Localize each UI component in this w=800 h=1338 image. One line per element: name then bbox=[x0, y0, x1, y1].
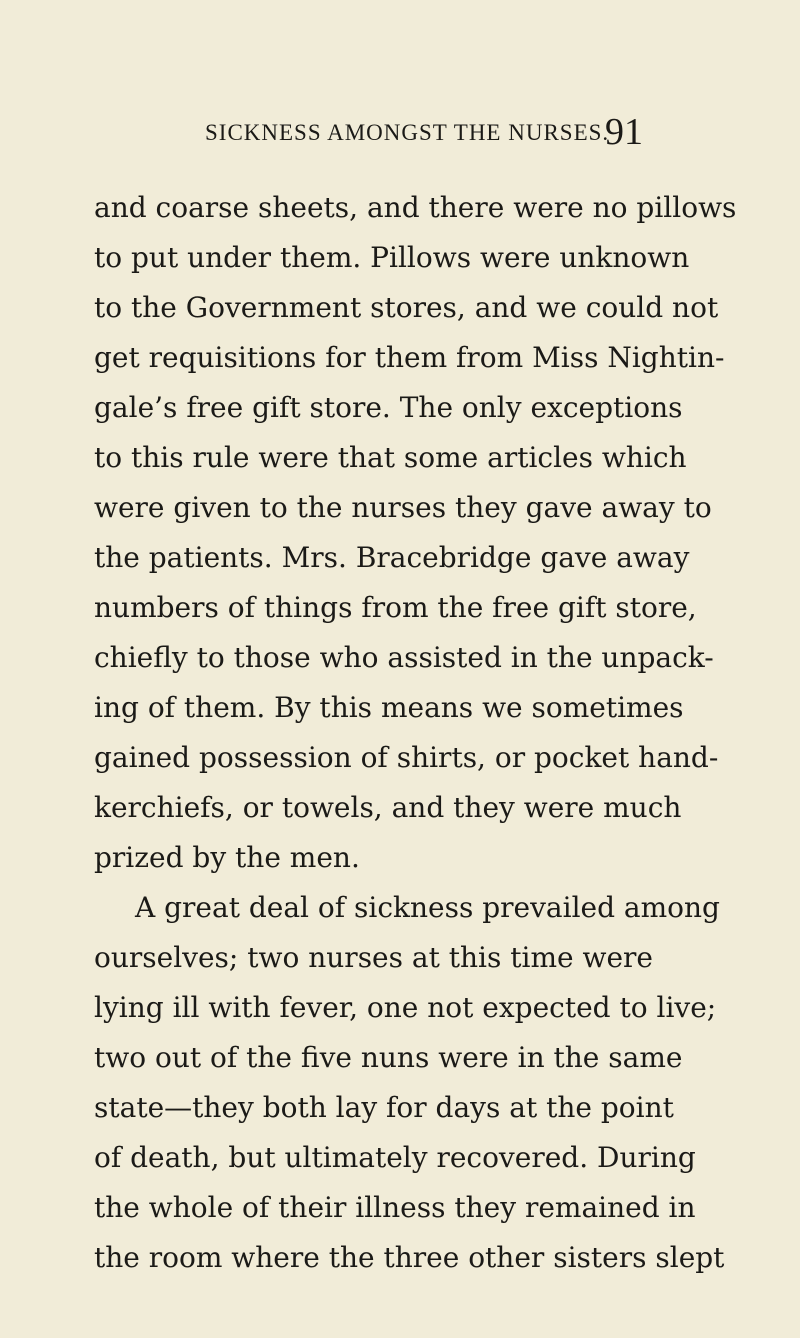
text-line: the whole of their illness they remained in bbox=[94, 1191, 696, 1224]
text-line: lying ill with fever, one not expected to live; bbox=[94, 991, 717, 1024]
text-line: the room where the three other sisters slept bbox=[94, 1241, 725, 1274]
text-line: ourselves; two nurses at this time were bbox=[94, 941, 653, 974]
text-line: two out of the five nuns were in the same bbox=[94, 1041, 683, 1074]
text-line: ing of them. By this means we sometimes bbox=[94, 691, 684, 724]
text-line: were given to the nurses they gave away to bbox=[94, 491, 712, 524]
text-line: gained possession of shirts, or pocket hand- bbox=[94, 741, 719, 774]
text-line: state—they both lay for days at the point bbox=[94, 1091, 674, 1124]
text-line: the patients. Mrs. Bracebridge gave away bbox=[94, 541, 690, 574]
text-line: prized by the men. bbox=[94, 841, 360, 874]
page-number: 91 bbox=[605, 111, 643, 153]
text-line: numbers of things from the free gift store, bbox=[94, 591, 697, 624]
text-line: to this rule were that some articles which bbox=[94, 441, 687, 474]
text-line: kerchiefs, or towels, and they were much bbox=[94, 791, 682, 824]
running-head: SICKNESS AMONGST THE NURSES. bbox=[205, 120, 610, 145]
paragraph-first-line: A great deal of sickness prevailed among bbox=[135, 891, 720, 924]
text-line: gale’s free gift store. The only exceptions bbox=[94, 391, 683, 424]
text-line: to put under them. Pillows were unknown bbox=[94, 241, 690, 274]
text-line: and coarse sheets, and there were no pillows bbox=[94, 191, 737, 224]
text-line: to the Government stores, and we could not bbox=[94, 291, 719, 324]
text-line: of death, but ultimately recovered. During bbox=[94, 1141, 696, 1174]
text-line: chiefly to those who assisted in the unpack- bbox=[94, 641, 714, 674]
text-line: get requisitions for them from Miss Nightin- bbox=[94, 341, 725, 374]
